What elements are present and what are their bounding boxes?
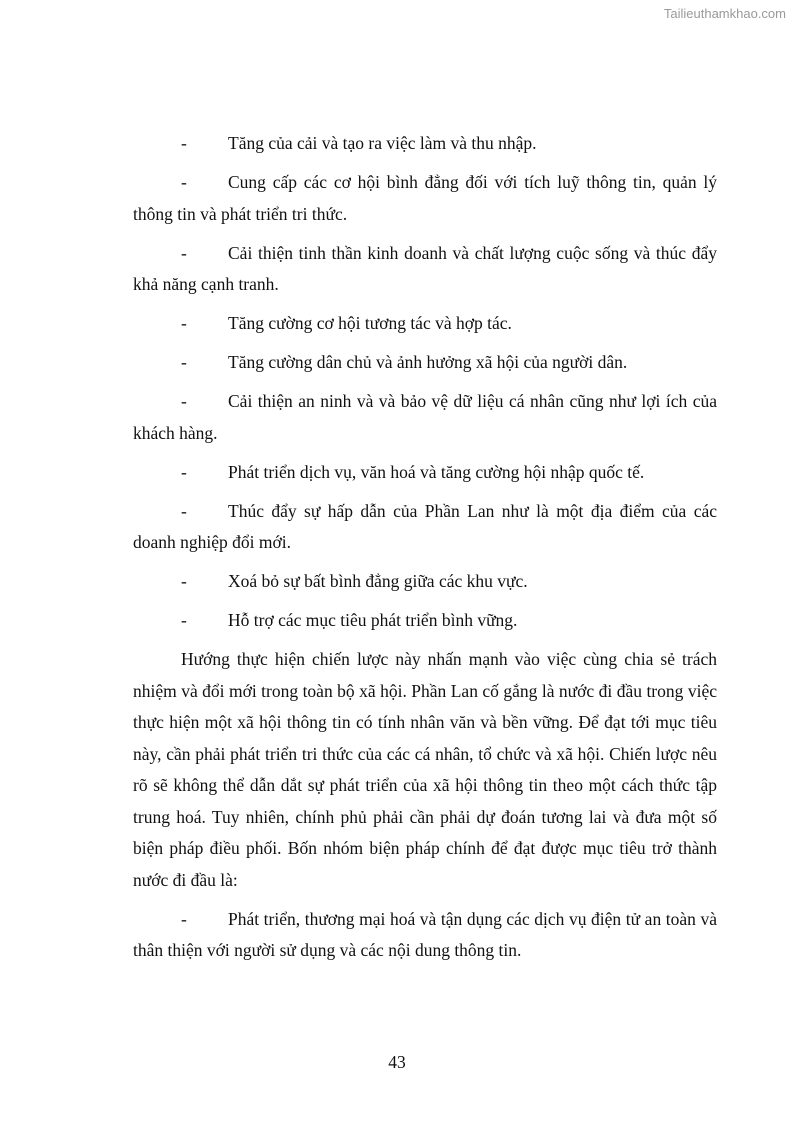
bullet-dash: - xyxy=(181,610,187,630)
bullet-dash: - xyxy=(181,571,187,591)
body-paragraph: Hướng thực hiện chiến lược này nhấn mạnh vào việc cùng chia sẻ trách nhiệm và đổi mới trong toàn bộ xã hội. Phần Lan cố gắng là nước đi đầu trong việc thực hiện một xã hội thông tin có tính nhân văn và bền vững. Để đạt tới mục tiêu này, cần phải phát triển tri thức của các cá nhân, tổ chức và xã hội. Chiến lược nêu rõ sẽ không thể dẫn dắt sự phát triển của xã hội thông tin theo một cách thức tập trung hoá. Tuy nhiên, chính phủ phải cần phải dự đoán tương lai và đưa một số biện pháp điều phối. Bốn nhóm biện pháp chính để đạt được mục tiêu trở thành nước đi đầu là: xyxy=(133,649,717,890)
bullet-dash: - xyxy=(181,908,187,929)
bullet-dash: - xyxy=(181,352,187,372)
bullet-dash: - xyxy=(181,172,187,192)
page-number: 43 xyxy=(388,1052,406,1072)
bullet-item xyxy=(133,347,717,379)
watermark: Tailieuthamkhao.com xyxy=(663,6,786,21)
bullet-item xyxy=(133,386,717,449)
bullet-item xyxy=(133,605,717,637)
bullet-item xyxy=(133,566,717,598)
bullet-text: Hỗ trợ các mục tiêu phát triển bình vững. xyxy=(228,610,518,630)
bullet-dash: - xyxy=(181,313,187,333)
bullet-dash: - xyxy=(181,391,187,411)
bullet-item xyxy=(133,496,717,559)
bullet-text: Thúc đẩy sự hấp dẫn của Phần Lan như là một địa điểm của các doanh nghiệp đổi mới. xyxy=(133,500,717,552)
bullet-item xyxy=(133,904,717,967)
bullet-text: Cải thiện tinh thần kinh doanh và chất lượng cuộc sống và thúc đẩy khả năng cạnh tranh. xyxy=(133,242,717,294)
bullet-dash: - xyxy=(181,500,187,521)
bullet-text: Phát triển, thương mại hoá và tận dụng các dịch vụ điện tử an toàn và thân thiện với người sử dụng và các nội dung thông tin. xyxy=(133,908,717,960)
bullet-item xyxy=(133,308,717,340)
bullet-text: Tăng cường dân chủ và ảnh hưởng xã hội của người dân. xyxy=(228,352,628,372)
bullet-dash: - xyxy=(181,133,187,153)
bullet-dash: - xyxy=(181,461,187,482)
bullet-text: Phát triển dịch vụ, văn hoá và tăng cường hội nhập quốc tế. xyxy=(228,461,645,482)
bullet-dash: - xyxy=(181,242,187,263)
bullet-text: Cung cấp các cơ hội bình đẳng đối với tích luỹ thông tin, quản lý thông tin và phát triển tri thức. xyxy=(133,172,717,224)
bullet-text: Tăng của cải và tạo ra việc làm và thu nhập. xyxy=(228,133,537,153)
bullet-text: Cải thiện an ninh và và bảo vệ dữ liệu cá nhân cũng như lợi ích của khách hàng. xyxy=(133,391,717,443)
bullet-item xyxy=(133,238,717,301)
bullet-item xyxy=(133,128,717,160)
bullet-item xyxy=(133,457,717,489)
bullet-item xyxy=(133,167,717,230)
page-body xyxy=(133,128,717,974)
bullet-text: Tăng cường cơ hội tương tác và hợp tác. xyxy=(228,313,512,333)
bullet-text: Xoá bỏ sự bất bình đẳng giữa các khu vực. xyxy=(228,571,528,591)
